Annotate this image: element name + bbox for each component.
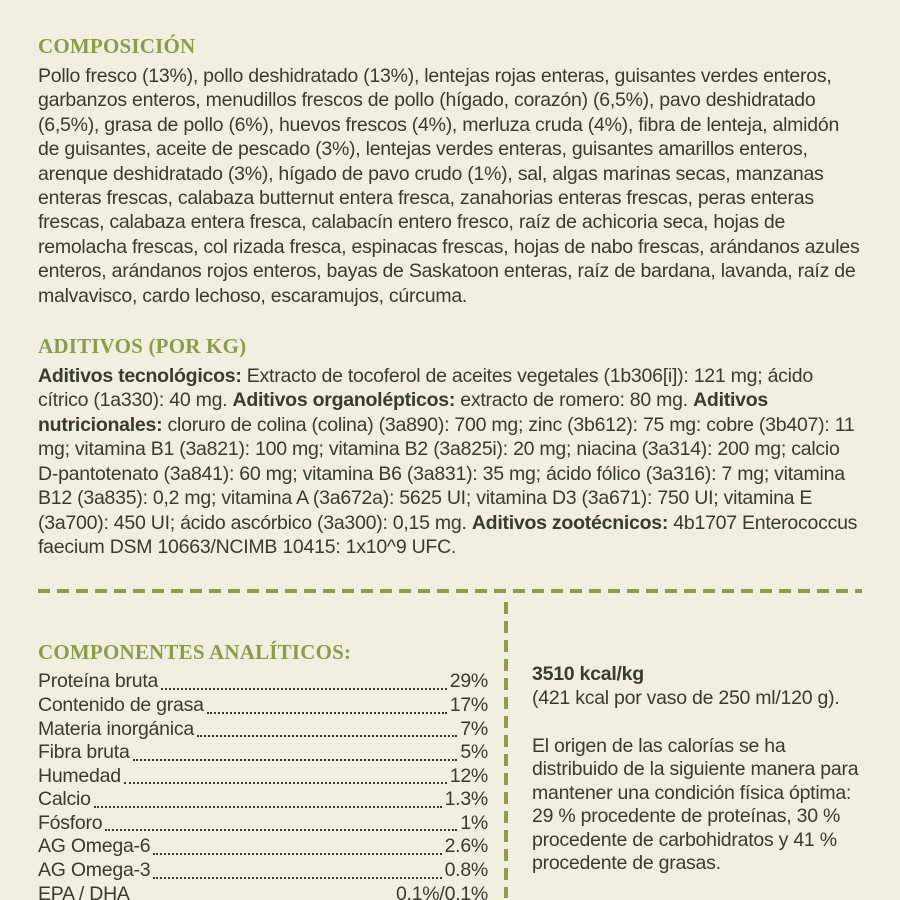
analytical-value: 29% xyxy=(449,670,489,693)
analytical-value: 12% xyxy=(449,764,489,787)
dot-leader xyxy=(105,829,457,831)
analytical-label: AG Omega-3 xyxy=(38,859,151,882)
additives-segment: Aditivos tecnológicos: xyxy=(38,365,247,388)
dot-leader xyxy=(197,735,457,737)
dot-leader xyxy=(153,853,441,855)
additives-body xyxy=(38,364,862,559)
composition-body: Pollo fresco (13%), pollo deshidratado (13%), lentejas rojas enteras, guisantes verdes enteros, garbanzos enteros, menudillos frescos de pollo (hígado, corazón) (6,5%), pavo deshidratado (6,5%), grasa de pollo (6%), huevos frescos (4%), merluza cruda (4%), fibra de lenteja, almidón de guisantes, aceite de pescado (3%), lentejas verdes enteras, guisantes amarillos enteros, arenque deshidratado (3%), hígado de pavo crudo (1%), sal, algas marinas secas, manzanas enteras frescas, calabaza butternut entera fresca, zanahorias enteras frescas, peras enteras frescas, calabaza entera fresca, calabacín entero fresco, raíz de achicoria seca, hojas de remolacha frescas, col rizada fresca, espinacas frescas, hojas de nabo frescas, arándanos azules enteros, arándanos rojos enteros, bayas de Saskatoon enteras, raíz de bardana, lavanda, raíz de malvavisco, cardo lechoso, escaramujos, cúrcuma. xyxy=(38,65,860,307)
analytical-row xyxy=(38,883,488,900)
horizontal-dashed-divider xyxy=(38,589,862,593)
analytical-value: 1% xyxy=(460,811,489,834)
energy-section xyxy=(508,602,862,900)
analytical-row xyxy=(38,694,488,718)
additives-section xyxy=(38,334,862,559)
composition-section xyxy=(38,34,862,308)
analytical-value: 5% xyxy=(460,741,489,764)
additives-segment: cloruro de colina (colina) (3a890): 700 mg; zinc (3b612): 75 mg: cobre (3b407): 11 mg; vitamina B1 (3a821): 100 mg; vitamina B2 (3a825i): 20 mg; niacina (3a314): 200 mg; calcio D-pantotenato (3a841): 60 mg; vitamina B6 (3a831): 35 mg; ácido fólico (3a316): 7 mg; vitamina B12 (3a835): 0,2 mg; vitamina A (3a672a): 5625 UI; vitamina D3 (3a671): 750 UI; vitamina E (3a700): 450 UI; ácido ascórbico (3a300): 0,15 mg. xyxy=(38,413,855,534)
analytical-value: 7% xyxy=(460,717,489,740)
analytical-row xyxy=(38,670,488,694)
additives-heading: ADITIVOS (POR KG) xyxy=(38,334,247,359)
analytical-label: Fósforo xyxy=(38,811,103,834)
kcal-per-cup: (421 kcal por vaso de 250 ml/120 g). xyxy=(532,686,840,709)
analytical-value: 1.3% xyxy=(444,788,489,811)
dot-leader xyxy=(133,759,458,761)
additives-segment: extracto de romero: 80 mg. xyxy=(460,389,694,412)
analytical-row xyxy=(38,741,488,765)
analytical-label: EPA / DHA xyxy=(38,882,130,900)
analytical-row xyxy=(38,812,488,836)
bottom-columns xyxy=(38,602,862,900)
analytical-value: 0.1%/0.1% xyxy=(395,882,489,900)
analytical-row xyxy=(38,718,488,742)
dot-leader xyxy=(207,712,447,714)
analytical-label: Humedad xyxy=(38,764,121,787)
analytical-label: Fibra bruta xyxy=(38,741,130,764)
analytical-row xyxy=(38,835,488,859)
analytical-row xyxy=(38,788,488,812)
analytical-value: 17% xyxy=(449,693,489,716)
kcal-value: 3510 kcal/kg xyxy=(532,663,644,686)
composition-heading: COMPOSICIÓN xyxy=(38,34,196,58)
additives-segment: Aditivos zootécnicos: xyxy=(471,511,674,534)
additives-segment: Extracto de tocoferol de aceites vegetales (1b306[i]): 121 mg; ácido cítrico (1a330): 40 mg. xyxy=(38,365,813,412)
dot-leader xyxy=(124,782,447,784)
analytical-row xyxy=(38,859,488,883)
dot-leader xyxy=(153,877,441,879)
energy-description: El origen de las calorías se ha distribuido de la siguiente manera para mantener una condición física óptima: 29 % procedente de proteínas, 30 % procedente de carbohidratos y 41 % procedente de grasas. xyxy=(532,734,859,875)
additives-segment: Aditivos nutricionales: xyxy=(38,389,769,436)
analytical-row xyxy=(38,765,488,789)
additives-segment: 4b1707 Enterococcus faecium DSM 10663/NCIMB 10415: 1x10^9 UFC. xyxy=(38,511,858,558)
dot-leader xyxy=(161,688,447,690)
analytical-value: 0.8% xyxy=(444,859,489,882)
analytical-section xyxy=(38,602,504,900)
analytical-label: AG Omega-6 xyxy=(38,835,151,858)
analytical-label: Calcio xyxy=(38,788,91,811)
analytical-label: Materia inorgánica xyxy=(38,717,194,740)
analytical-rows xyxy=(38,670,488,900)
analytical-heading: COMPONENTES ANALÍTICOS: xyxy=(38,640,352,665)
analytical-label: Contenido de grasa xyxy=(38,693,204,716)
analytical-value: 2.6% xyxy=(444,835,489,858)
additives-segment: Aditivos organolépticos: xyxy=(232,389,461,412)
analytical-label: Proteína bruta xyxy=(38,670,159,693)
dot-leader xyxy=(94,806,442,808)
